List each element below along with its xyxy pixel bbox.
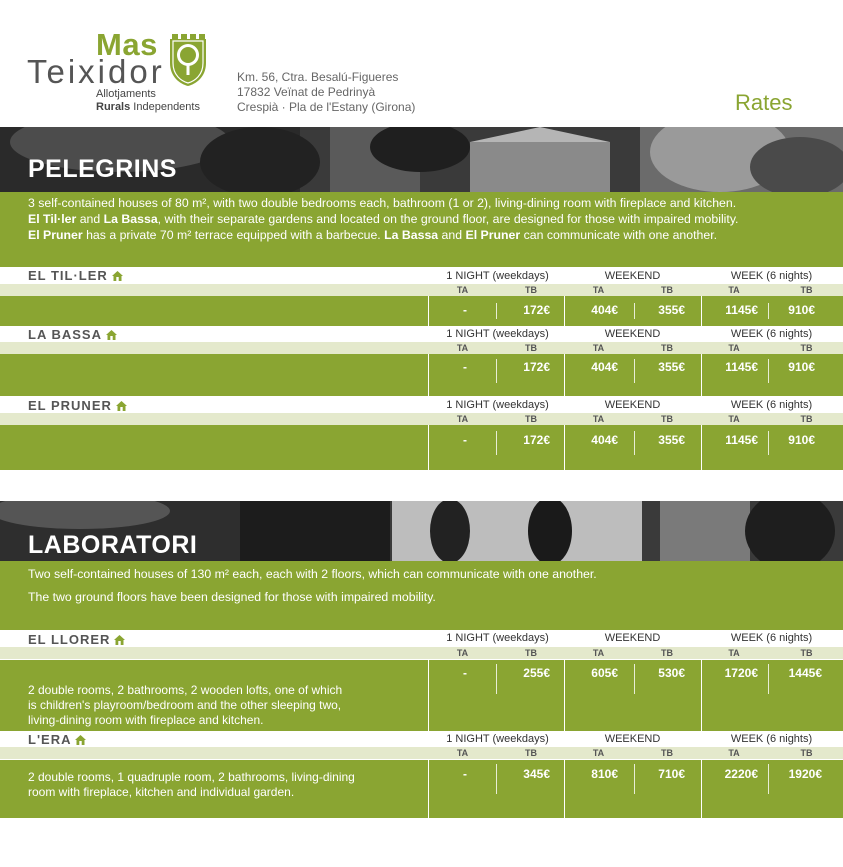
price-cell: 810€ — [591, 767, 618, 781]
col-one-night: 1 NIGHT (weekdays) — [446, 632, 549, 644]
price-cell: - — [463, 360, 467, 374]
price-cell: 910€ — [788, 433, 815, 447]
col-tb: TB — [661, 748, 673, 758]
col-tb: TB — [800, 414, 813, 424]
col-weekend: WEEKEND — [604, 270, 661, 282]
price-cell: 1920€ — [788, 767, 822, 781]
price-cell: 355€ — [658, 360, 685, 374]
col-ta: TA — [592, 648, 605, 658]
logo-teixidor-text: Teixidor — [27, 53, 165, 90]
col-weekend: WEEKEND — [604, 632, 661, 644]
col-one-night: 1 NIGHT (weekdays) — [446, 733, 549, 745]
house-name: L'ERA — [28, 732, 86, 747]
price-cell: 255€ — [523, 666, 550, 680]
col-ta: TA — [728, 648, 740, 658]
price-cell: 1145€ — [725, 303, 758, 317]
home-icon — [106, 330, 117, 340]
price-cell: 910€ — [788, 303, 815, 317]
col-week: WEEK (6 nights) — [730, 270, 813, 282]
page-title: Rates — [735, 90, 793, 115]
col-week: WEEK (6 nights) — [730, 733, 813, 745]
address-line-2: 17832 Veïnat de Pedrinyà — [237, 85, 376, 99]
col-week: WEEK (6 nights) — [730, 399, 813, 411]
col-ta: TA — [456, 748, 469, 758]
price-cell: 355€ — [658, 433, 685, 447]
col-tb: TB — [525, 414, 537, 424]
col-weekend: WEEKEND — [604, 733, 661, 745]
price-cell: - — [463, 433, 467, 447]
logo-subtitle-1: Allotjaments — [96, 88, 156, 100]
price-cell: 404€ — [591, 360, 618, 374]
col-tb: TB — [800, 343, 813, 353]
price-cell: 710€ — [658, 767, 685, 781]
price-cell: 2220€ — [724, 767, 758, 781]
col-ta: TA — [728, 748, 740, 758]
price-cell: 172€ — [523, 433, 550, 447]
price-cell: 530€ — [658, 666, 685, 680]
col-one-night: 1 NIGHT (weekdays) — [446, 328, 549, 340]
price-cell: 910€ — [788, 360, 815, 374]
house-name: EL LLORER — [28, 632, 125, 647]
price-cell: 1145€ — [725, 360, 758, 374]
col-weekend: WEEKEND — [604, 399, 661, 411]
logo-subtitle-2: Rurals Independents — [96, 101, 200, 113]
address-line-1: Km. 56, Ctra. Besalú-Figueres — [237, 70, 399, 84]
col-week: WEEK (6 nights) — [730, 328, 813, 340]
price-cell: 404€ — [591, 433, 618, 447]
col-ta: TA — [592, 748, 605, 758]
col-ta: TA — [592, 343, 605, 353]
col-ta: TA — [456, 648, 469, 658]
price-cell: 355€ — [658, 303, 685, 317]
price-cell: 345€ — [523, 767, 550, 781]
col-ta: TA — [456, 414, 469, 424]
price-row — [0, 425, 843, 470]
price-cell: 605€ — [591, 666, 618, 680]
col-ta: TA — [592, 285, 605, 295]
house-description: 2 double rooms, 2 bathrooms, 2 wooden lofts, one of which is children's playroom/bedroom and the other sleeping two, living-dining room with fireplace and kitchen. — [28, 683, 343, 727]
price-cell: 1445€ — [788, 666, 822, 680]
col-ta: TA — [728, 414, 740, 424]
col-tb: TB — [525, 343, 537, 353]
address-line-3: Crespià · Pla de l'Estany (Girona) — [237, 100, 416, 114]
home-icon — [75, 735, 86, 745]
price-cell: 172€ — [523, 303, 550, 317]
col-ta: TA — [728, 343, 740, 353]
col-ta: TA — [456, 285, 469, 295]
col-tb: TB — [661, 648, 673, 658]
col-ta: TA — [728, 285, 740, 295]
tree-crest-icon — [166, 33, 210, 87]
col-ta: TA — [456, 343, 469, 353]
laboratori-description: Two self-contained houses of 130 m² each, each with 2 floors, which can communicate with one another. The two ground floors have been designed for those with impaired mobility. — [28, 567, 597, 604]
col-tb: TB — [525, 648, 537, 658]
col-tb: TB — [525, 748, 537, 758]
price-cell: 1145€ — [725, 433, 758, 447]
col-one-night: 1 NIGHT (weekdays) — [446, 399, 549, 411]
logo-mas-text: Mas — [96, 27, 158, 62]
col-weekend: WEEKEND — [604, 328, 661, 340]
price-cell: - — [463, 767, 467, 781]
section-title-laboratori: LABORATORI — [28, 531, 198, 559]
col-week: WEEK (6 nights) — [730, 632, 813, 644]
col-tb: TB — [800, 748, 813, 758]
home-icon — [116, 401, 127, 411]
col-tb: TB — [800, 285, 813, 295]
price-cell: 172€ — [523, 360, 550, 374]
col-tb: TB — [525, 285, 537, 295]
home-icon — [112, 271, 123, 281]
price-cell: - — [463, 666, 467, 680]
col-ta: TA — [592, 414, 605, 424]
pelegrins-description: 3 self-contained houses of 80 m², with two double bedrooms each, bathroom (1 or 2), living-dining room with fireplace and kitchen. El Til·ler and La Bassa, with their separate gardens and located on the ground floor, are designed for those with impaired mobility. El Pruner has a private 70 m² terrace equipped with a barbecue. La Bassa and El Pruner can communicate with one another. — [28, 196, 739, 242]
section-title-pelegrins: PELEGRINS — [28, 155, 177, 183]
house-description: 2 double rooms, 1 quadruple room, 2 bathrooms, living-dining room with fireplace, kitchen and individual garden. — [28, 770, 355, 799]
col-tb: TB — [661, 285, 673, 295]
house-name: EL PRUNER — [28, 398, 127, 413]
home-icon — [114, 635, 125, 645]
house-name: EL TIL·LER — [28, 268, 123, 283]
col-one-night: 1 NIGHT (weekdays) — [446, 270, 549, 282]
col-tb: TB — [800, 648, 813, 658]
price-cell: - — [463, 303, 467, 317]
price-cell: 1720€ — [724, 666, 758, 680]
col-tb: TB — [661, 343, 673, 353]
col-tb: TB — [661, 414, 673, 424]
price-cell: 404€ — [591, 303, 618, 317]
house-name: LA BASSA — [28, 327, 117, 342]
